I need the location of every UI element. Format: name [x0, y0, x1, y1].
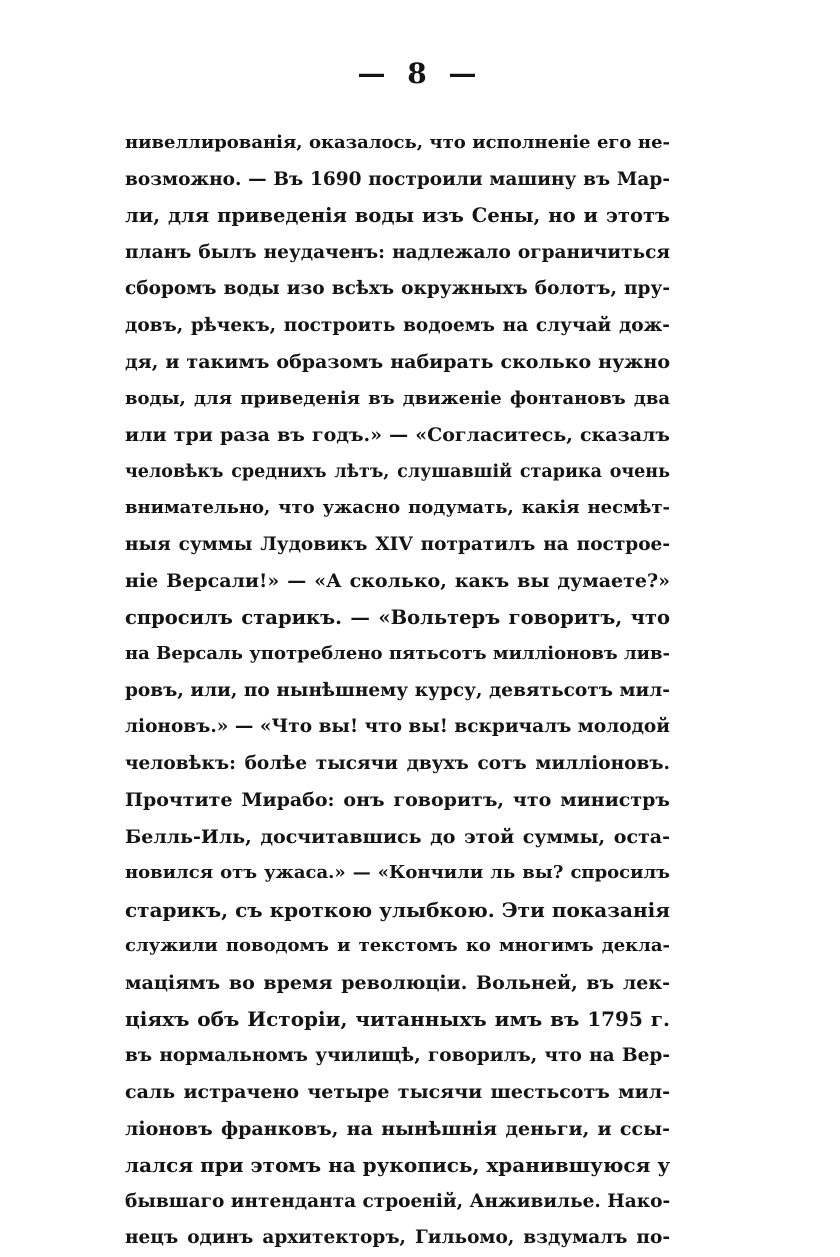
- text-line: ныя суммы Лудовикъ XIV потратилъ на построе-: [125, 533, 670, 555]
- text-line: довъ, рѣчекъ, построить водоемъ на случай дож-: [125, 314, 670, 336]
- text-line: сборомъ воды изо всѣхъ окружныхъ болотъ, пру-: [125, 278, 670, 299]
- text-line: ніе Версали!» — «А сколько, какъ вы думаете?»: [125, 570, 670, 592]
- text-line: ровъ, или, по нынѣшнему курсу, девятьсотъ мил-: [125, 679, 670, 701]
- text-line: ліоновъ франковъ, на нынѣшнія деньги, и ссы-: [125, 1117, 670, 1140]
- text-line: внимательно, что ужасно подумать, какія несмѣт-: [125, 497, 670, 518]
- text-line: Белль-Иль, досчитавшись до этой суммы, оста-: [125, 825, 670, 848]
- text-line: спросилъ старикъ. — «Вольтеръ говоритъ, что: [125, 605, 670, 629]
- text-line: служили поводомъ и текстомъ ко многимъ декла-: [125, 935, 670, 956]
- text-line: бывшаго интенданта строеній, Анживилье. Нако-: [125, 1190, 670, 1212]
- text-line: саль истрачено четыре тысячи шестьсотъ мил-: [125, 1081, 670, 1103]
- text-line: Прочтите Мирабо: онъ говоритъ, что министръ: [125, 789, 670, 811]
- text-line: ліоновъ.» — «Что вы! что вы! вскричалъ молодой: [125, 716, 670, 737]
- text-line: человѣкъ среднихъ лѣтъ, слушавшій старика очень: [125, 461, 670, 482]
- page-number: — 8 —: [357, 57, 483, 90]
- text-line: на Версаль употреблено пятьсотъ милліоновъ лив-: [125, 643, 670, 664]
- text-line: человѣкъ: болѣе тысячи двухъ сотъ милліоновъ.: [125, 752, 670, 774]
- text-line: дя, и такимъ образомъ набирать сколько нужно: [125, 351, 670, 373]
- text-line: возможно. — Въ 1690 построили машину въ Мар-: [125, 168, 670, 190]
- text-line: ли, для приведенія воды изъ Сены, но и этотъ: [125, 204, 670, 227]
- text-line: старикъ, съ кроткою улыбкою. Эти показанія: [125, 897, 670, 922]
- text-line: новился отъ ужаса.» — «Кончили ль вы? спросилъ: [125, 862, 670, 883]
- text-line: въ нормальномъ училищѣ, говорилъ, что на Вер-: [125, 1044, 670, 1066]
- text-line: планъ былъ неудаченъ: надлежало ограничиться: [125, 241, 670, 263]
- text-line: воды, для приведенія въ движеніе фонтановъ два: [125, 387, 670, 409]
- text-line: или три раза въ годъ.» — «Согласитесь, сказалъ: [125, 424, 670, 446]
- body-text: [125, 125, 670, 1257]
- text-line: нецъ одинъ архитекторъ, Гильомо, вздумалъ по-: [125, 1227, 670, 1248]
- text-line: маціямъ во время революціи. Вольней, въ лек-: [125, 971, 670, 994]
- text-line: ціяхъ объ Исторіи, читанныхъ имъ въ 1795 г.: [125, 1007, 670, 1031]
- text-line: нивеллированія, оказалось, что исполненіе его не-: [125, 132, 670, 153]
- text-line: лался при этомъ на рукопись, хранившуюся у: [125, 1153, 670, 1177]
